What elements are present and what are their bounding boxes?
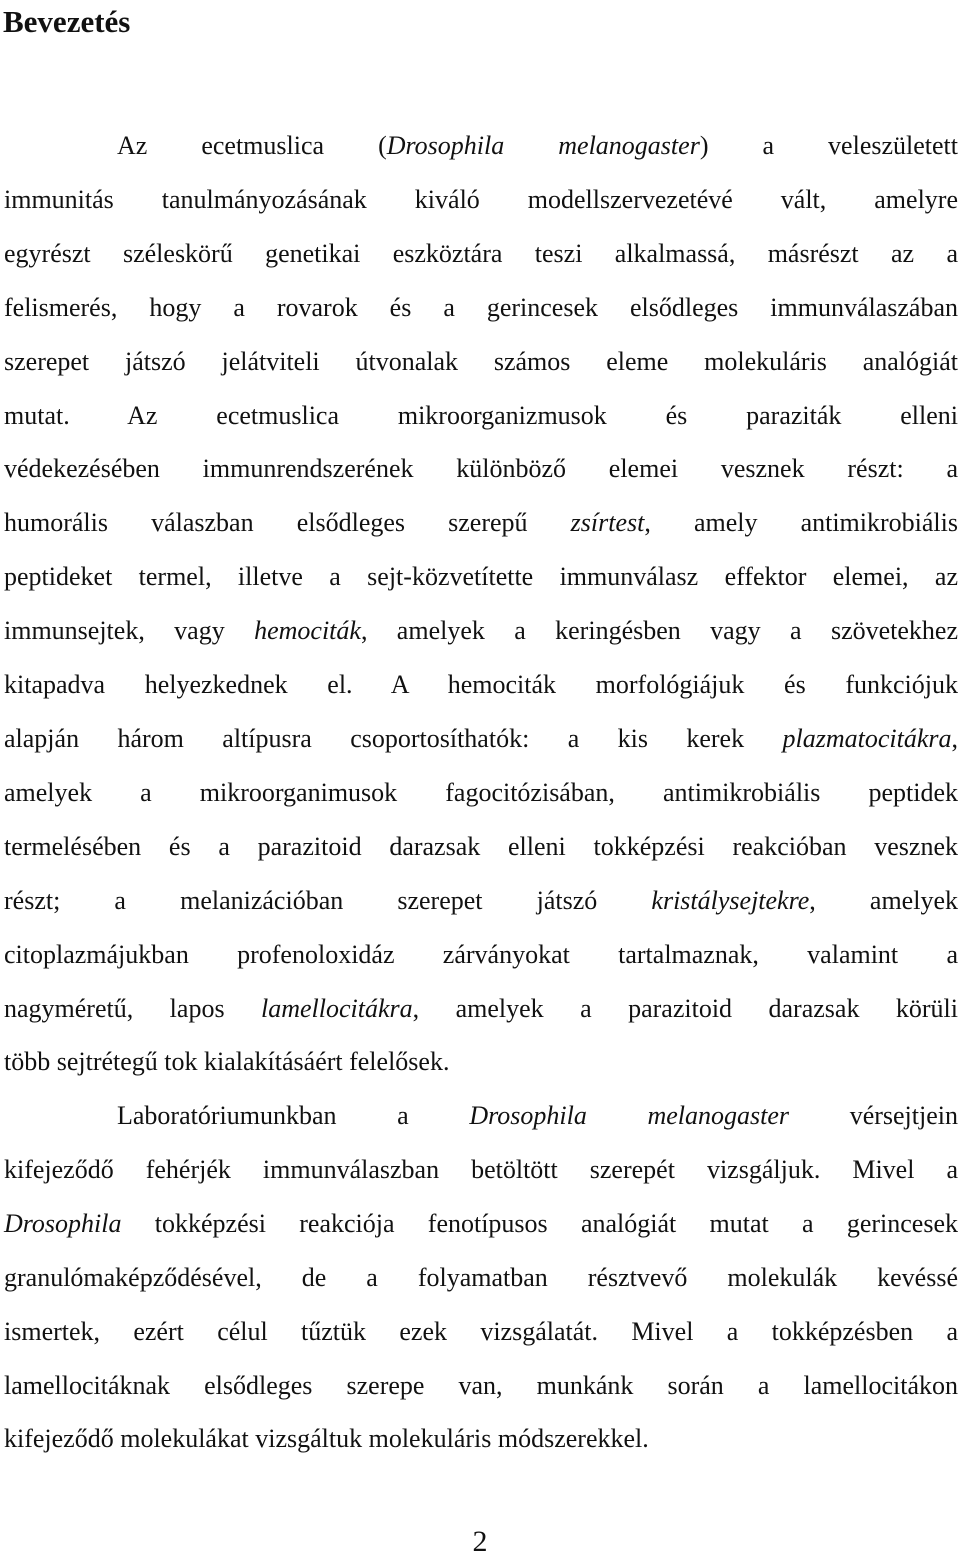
text-run: Az ecetmuslica ( [117, 131, 387, 160]
text-line [4, 604, 958, 658]
text-line [4, 1143, 958, 1197]
text-run: kifejeződő molekulákat vizsgáltuk molekuláris módszerekkel. [4, 1424, 649, 1454]
text-run: , [951, 723, 958, 753]
text-run: részt; a melanizációban szerepet játszó [4, 885, 652, 915]
text-run: citoplazmájukban profenoloxidáz zárványokat tartalmaznak, valamint a [4, 939, 958, 969]
text-line [4, 442, 958, 496]
italic-term: zsírtest [570, 508, 645, 538]
text-line [4, 982, 958, 1036]
text-line [4, 712, 958, 766]
text-line [4, 1412, 958, 1466]
text-run: ismertek, ezért célul tűztük ezek vizsgálatát. Mivel a tokképzésben a [4, 1316, 958, 1346]
text-line [4, 766, 958, 820]
text-run: védekezésében immunrendszerének különböző elemei vesznek részt: a [4, 454, 958, 484]
text-run: termelésében és a parazitoid darazsak elleni tokképzési reakcióban vesznek [4, 831, 958, 861]
text-run: humorális válaszban elsődleges szerepű [4, 508, 571, 538]
text-run: mutat. Az ecetmuslica mikroorganizmusok és paraziták elleni [4, 400, 958, 430]
italic-term: Drosophila [4, 1208, 122, 1238]
text-run: vérsejtjein [789, 1101, 958, 1130]
text-run: ) a veleszületett [699, 131, 958, 160]
text-run: , amelyek [809, 885, 958, 915]
text-run: , amely antimikrobiális [644, 508, 958, 538]
text-run: lamellocitáknak elsődleges szerepe van, munkánk során a lamellocitákon [4, 1370, 958, 1400]
text-run: felismerés, hogy a rovarok és a gerincesek elsődleges immunválaszában [4, 292, 958, 322]
italic-term: Drosophila melanogaster [386, 131, 700, 160]
text-line [4, 658, 958, 712]
text-line [4, 820, 958, 874]
italic-term: plazmatocitákra [782, 723, 952, 753]
text-run: immunitás tanulmányozásának kiváló modellszervezetévé vált, amelyre [4, 184, 958, 214]
text-line [4, 550, 958, 604]
text-line [4, 281, 958, 335]
section-heading: Bevezetés [3, 4, 131, 39]
text-run: egyrészt széleskörű genetikai eszköztára teszi alkalmassá, másrészt az a [4, 238, 958, 268]
text-run: , amelyek a keringésben vagy a szövetekhez [360, 616, 958, 646]
text-line [4, 389, 958, 443]
italic-term: kristálysejtekre [651, 885, 810, 915]
text-run: kifejeződő fehérjék immunválaszban betöltött szerepét vizsgáljuk. Mivel a [4, 1154, 958, 1184]
text-line [4, 496, 958, 550]
text-run: kitapadva helyezkednek el. A hemociták morfológiájuk és funkciójuk [4, 670, 958, 700]
text-run: amelyek a mikroorganimusok fagocitózisában, antimikrobiális peptidek [4, 777, 958, 807]
paragraph-intro [4, 119, 958, 1089]
italic-term: hemociták [254, 616, 361, 646]
page-number: 2 [472, 1525, 488, 1558]
text-line [4, 173, 958, 227]
text-line [4, 874, 958, 928]
text-run: Laboratóriumunkban a [117, 1101, 470, 1130]
text-line [4, 1035, 958, 1089]
text-run: peptideket termel, illetve a sejt-közvetítette immunválasz effektor elemei, az [4, 562, 958, 592]
text-line [4, 1251, 958, 1305]
text-line [4, 335, 958, 389]
text-run: szerepet játszó jelátviteli útvonalak számos eleme molekuláris analógiát [4, 346, 958, 376]
paragraph-lab-work [4, 1089, 958, 1466]
text-line [4, 928, 958, 982]
text-line [4, 119, 958, 173]
italic-term: Drosophila melanogaster [469, 1101, 790, 1130]
text-run: , amelyek a parazitoid darazsak körüli [412, 993, 958, 1023]
text-run: több sejtrétegű tok kialakításáért felelősek. [4, 1047, 450, 1077]
text-line [4, 1197, 958, 1251]
text-line [4, 1089, 958, 1143]
italic-term: lamellocitákra [261, 993, 413, 1023]
text-run: granulómaképződésével, de a folyamatban résztvevő molekulák kevéssé [4, 1262, 958, 1292]
text-run: tokképzési reakciója fenotípusos analógiát mutat a gerincesek [121, 1208, 958, 1238]
text-run: alapján három altípusra csoportosíthatók: a kis kerek [4, 723, 783, 753]
text-line [4, 1305, 958, 1359]
text-line [4, 227, 958, 281]
text-run: nagyméretű, lapos [4, 993, 262, 1023]
text-line [4, 1359, 958, 1413]
text-run: immunsejtek, vagy [4, 616, 255, 646]
